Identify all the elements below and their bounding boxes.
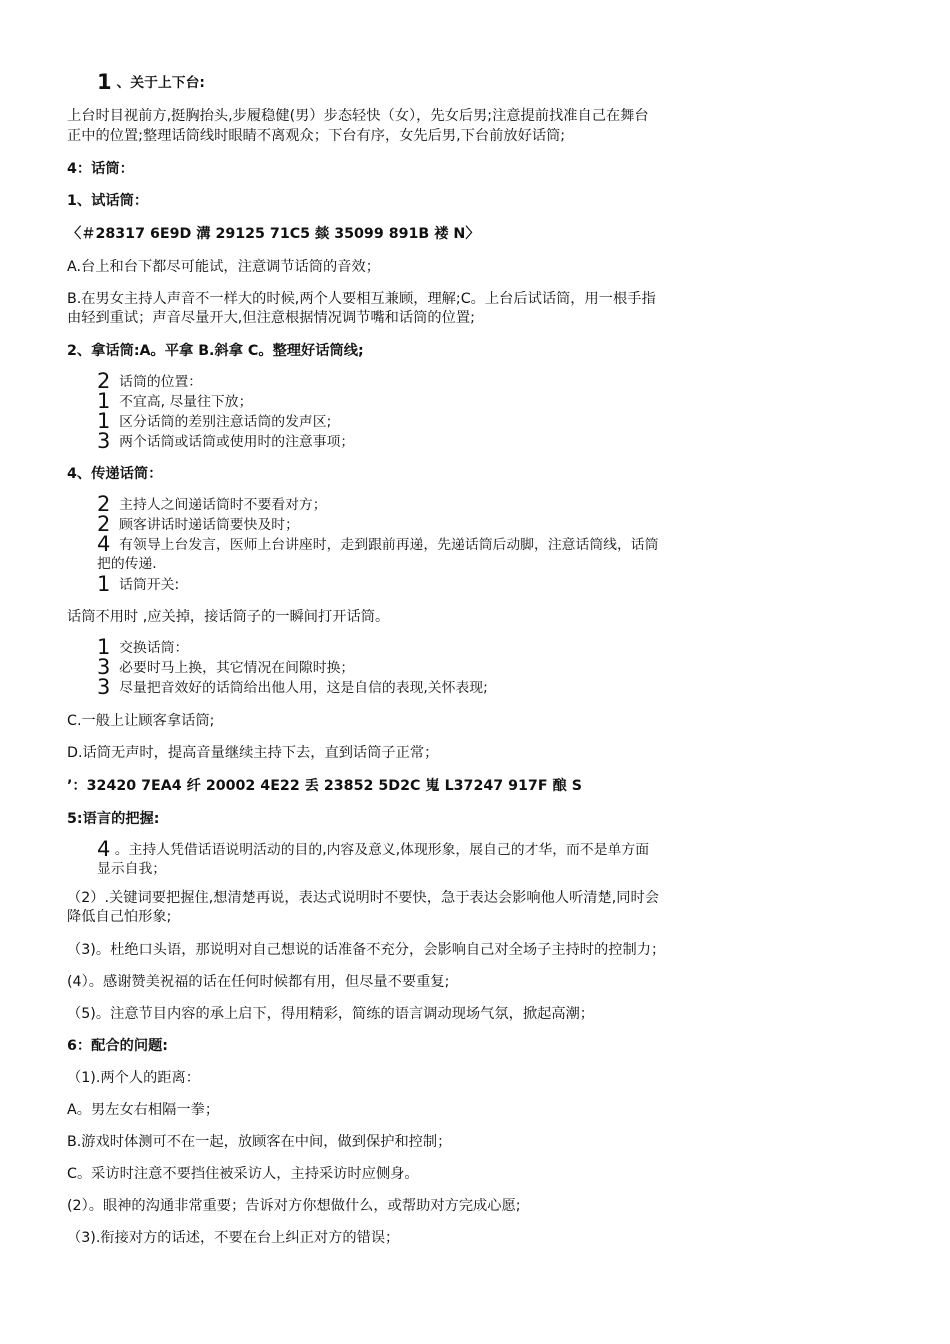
list-item [0,655,950,679]
list-item [0,492,950,516]
list-item-text: 尽量把音效好的话筒给出他人用，这是自信的表现,关怀表现; [119,680,488,696]
list-item-text: 话筒的位置： [119,374,203,390]
paragraph-connect: （3).衔接对方的话述，不要在台上纠正对方的错误； [67,1230,400,1246]
list-item-text: 有领导上台发言，医师上台讲座时，走到跟前再递，先递话筒后动脚，注意话筒线，话筒 [119,537,659,553]
list-item [0,409,950,433]
list-number: 1 [97,572,111,596]
list-number: 2 [97,512,111,536]
paragraph-test-b-line1: B.在男女主持人声音不一样大的时候,两个人要相互兼顾，理解;C。上台后试话筒，用一根手指 [67,291,656,307]
list-item [0,635,950,659]
list-number: 3 [97,655,111,679]
list-item [0,572,950,596]
list-number: 3 [97,675,111,699]
paragraph-language-5: （5)。注意节目内容的承上启下，得用精彩，简练的语言调动现场气氛，掀起高潮； [67,1006,595,1022]
heading-pass-microphone: 4、传递话筒： [67,466,163,482]
list-number: 3 [97,429,111,453]
paragraph-c: C.一般上让顾客拿话筒; [67,713,215,729]
list-item-text: 话筒开关: [119,577,180,593]
paragraph-stage-entry-line1: 上台时目视前方,挺胸抬头,步履稳健(男）步态轻快（女），先女后男;注意提前找准自己在舞台 [67,108,649,124]
list-item [0,369,950,393]
code-line-1: 〈＃28317 6E9D 溝 29125 71C5 燅 35099 891B 褛 N〉 [67,226,480,242]
list-number: 2 [97,369,111,393]
list-item [0,512,950,536]
code-line-2: ’：32420 7EA4 纤 20002 4E22 丢 23852 5D2C 嵬 L37247 917F 酿 S [67,778,582,794]
list-item [0,837,950,861]
list-number: 4 [97,532,111,556]
paragraph-language-3: （3)。杜绝口头语，那说明对自己想说的话准备不充分，会影响自己对全场子主持时的控制力； [67,942,666,958]
heading-test-microphone: 1、试话筒： [67,193,149,209]
list-item-text: 两个话筒或话筒或使用时的注意事项； [119,434,355,450]
paragraph-distance: （1).两个人的距离： [67,1070,201,1086]
list-item [0,389,950,413]
paragraph-d: D.话筒无声时，提高音量继续主持下去，直到话筒子正常； [67,745,439,761]
heading-hold-microphone: 2、拿话筒:A。平拿 B.斜拿 C。整理好话筒线; [67,343,364,359]
paragraph-distance-c: C。采访时注意不要挡住被采访人，主持采访时应侧身。 [67,1166,419,1182]
list-item [0,675,950,699]
list-item-continuation: 把的传递. [97,556,157,572]
list-number: 4 [97,837,111,861]
list-number: 1 [97,389,111,413]
list-item-text: 必要时马上换，其它情况在间隙时换； [119,660,355,676]
heading-cooperation: 6：配合的问题: [67,1038,169,1054]
list-item-text: 主持人之间递话筒时不要看对方； [119,497,327,513]
list-item-text: 顾客讲话时递话筒要快及时； [119,517,299,533]
paragraph-language-2-line1: （2）.关键词要把握住,想清楚再说，表达式说明时不要快，急于表达会影响他人听清楚,同时会 [67,890,660,906]
heading-stage-entry [0,70,950,94]
paragraph-distance-a: A。男左女右相隔一拳； [67,1102,220,1118]
paragraph-language-4: (4）。感谢赞美祝福的话在任何时候都有用，但尽量不要重复; [67,974,450,990]
list-item-text: 区分话筒的差别注意话筒的发声区; [119,414,332,430]
heading-text: 、关于上下台: [111,75,205,91]
list-item [0,532,950,556]
list-number: 1 [97,635,111,659]
list-item-text: 。主持人凭借话语说明活动的目的,内容及意义,体现形象，展自己的才华，而不是单方面 [110,842,650,858]
paragraph-switch: 话筒不用时 ,应关掉，接话筒子的一瞬间打开话筒。 [67,609,390,625]
paragraph-language-2-line2: 降低自己怕形象; [67,909,172,925]
paragraph-test-b-line2: 由轻到重试；声音尽量开大,但注意根据情况调节嘴和话筒的位置; [67,310,475,326]
list-item-text: 不宜高, 尽量往下放； [119,394,253,410]
list-number: 2 [97,492,111,516]
list-number: 1 [97,70,112,94]
heading-microphone: 4：话筒： [67,161,134,177]
list-item [0,429,950,453]
paragraph-stage-entry-line2: 正中的位置;整理话筒线时眼睛不离观众；下台有序，女先后男,下台前放好话筒; [67,128,566,144]
paragraph-eye-contact: (2）。眼神的沟通非常重要；告诉对方你想做什么，或帮助对方完成心愿; [67,1198,521,1214]
list-item-continuation: 显示自我； [97,861,167,877]
heading-language: 5:语言的把握: [67,811,160,827]
list-number: 1 [97,409,111,433]
paragraph-test-a: A.台上和台下都尽可能试，注意调节话筒的音效； [67,259,380,275]
list-item-text: 交换话筒： [119,640,189,656]
paragraph-distance-b: B.游戏时体测可不在一起，放顾客在中间，做到保护和控制； [67,1134,452,1150]
